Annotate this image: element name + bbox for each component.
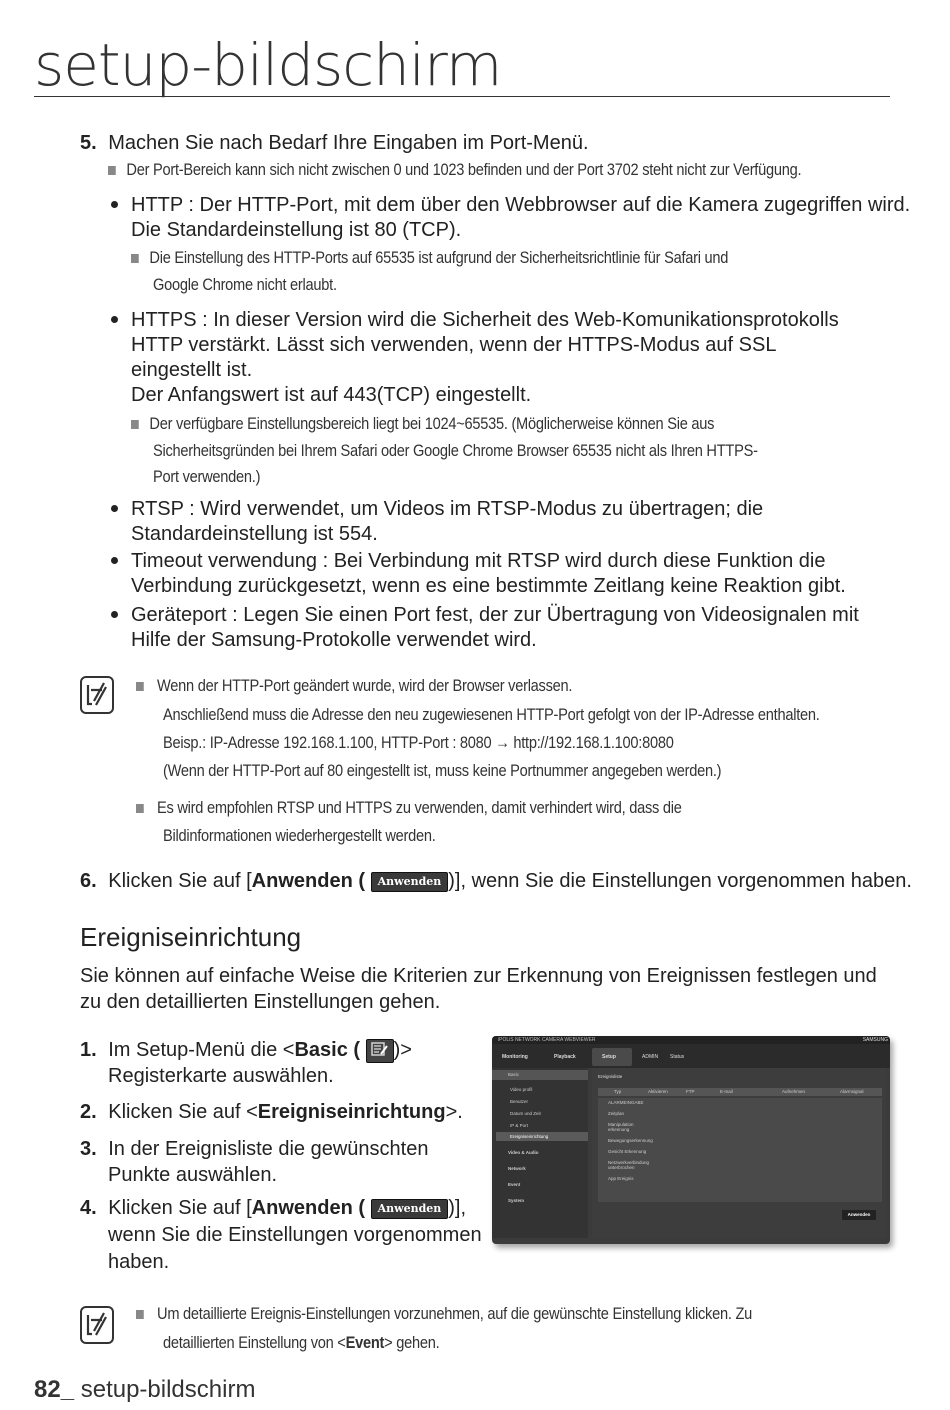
bullet-icon: [111, 611, 118, 618]
deviceport-line1: Geräteport : Legen Sie einen Port fest, der zur Übertragung von Videosignalen mit: [131, 604, 859, 626]
status-link[interactable]: Status: [670, 1054, 685, 1060]
tab-monitoring[interactable]: Monitoring: [502, 1054, 528, 1060]
note-square-icon: [136, 1310, 144, 1319]
http-line2: Die Standardeinstellung ist 80 (TCP).: [131, 219, 462, 241]
http-note-2: Google Chrome nicht erlaubt.: [153, 275, 337, 294]
memo1-line4: (Wenn der HTTP-Port auf 80 eingestellt ist, muss keine Portnummer angegeben werden.): [163, 761, 722, 780]
step-3-line2: Punkte auswählen.: [108, 1164, 278, 1186]
section-intro-1: Sie können auf einfache Weise die Kriterien zur Erkennung von Ereignissen festlegen und: [80, 965, 877, 987]
step-2: 2. Klicken Sie auf <Ereigniseinrichtung>.: [80, 1101, 463, 1123]
section-title: Ereigniseinrichtung: [80, 922, 302, 952]
apply-button[interactable]: Anwenden: [842, 1210, 876, 1220]
step-4: 4. Klicken Sie auf [Anwenden ( Anwenden )],: [80, 1197, 467, 1219]
step-4-line2: wenn Sie die Einstellungen vorgenommen: [108, 1224, 482, 1246]
page-footer: 82_ setup-bildschirm: [34, 1376, 256, 1403]
note-square-icon: [108, 166, 116, 175]
step-1-line2: Registerkarte auswählen.: [108, 1065, 334, 1087]
rtsp-line2: Standardeinstellung ist 554.: [131, 523, 378, 545]
bullet-icon: [111, 505, 118, 512]
https-line2: HTTP verstärkt. Lässt sich verwenden, wenn der HTTPS-Modus auf SSL: [131, 334, 777, 356]
https-line1: HTTPS : In dieser Version wird die Sicherheit des Web-Komunikationsprotokolls: [131, 309, 839, 331]
step-text: Machen Sie nach Bedarf Ihre Eingaben im Port-Menü.: [108, 132, 589, 154]
note-square-icon: [136, 804, 144, 813]
memo2-line1: Um detaillierte Ereignis-Einstellungen vorzunehmen, auf die gewünschte Einstellung klicken. Zu: [136, 1300, 752, 1327]
webviewer-topbar: iPOLiS NETWORK CAMERA WEBVIEWER SAMSUNG: [492, 1036, 890, 1044]
event-panel: Ereignisliste Typ Aktivieren FTP E-mail Aufnehmen Alarmsignal ALARMEINGABE Zeitplan Manipulation erkennung Bewegungserkennung Gesicht Erkennung Netzwerkverbindung unterbrochen App Ereignis Anwenden: [592, 1068, 886, 1238]
note-square-icon: [131, 420, 139, 429]
https-note-3: Port verwenden.): [153, 467, 261, 486]
bullet-icon: [111, 201, 118, 208]
deviceport-line2: Hilfe der Samsung-Protokolle verwendet wird.: [131, 629, 537, 651]
https-note: Der verfügbare Einstellungsbereich liegt bei 1024~65535. (Möglicherweise können Sie aus: [131, 410, 714, 437]
apply-button-image: Anwenden: [371, 872, 449, 892]
note-square-icon: [131, 254, 139, 263]
https-line3: eingestellt ist.: [131, 359, 253, 381]
user-label: ADMIN: [642, 1054, 659, 1060]
webviewer-screenshot: [492, 1036, 890, 1244]
step-3: 3. In der Ereignisliste die gewünschten: [80, 1138, 429, 1160]
basic-icon: [366, 1039, 394, 1063]
step-1: 1. Im Setup-Menü die <Basic ( )>: [80, 1039, 412, 1061]
note-square-icon: [136, 682, 144, 691]
note-port-range: Der Port-Bereich kann sich nicht zwischen 0 und 1023 befinden und der Port 3702 steht nicht zur Verfügung.: [108, 156, 801, 183]
http-line1: HTTP : Der HTTP-Port, mit dem über den Webbrowser auf die Kamera zugegriffen wird.: [131, 194, 911, 216]
tab-setup[interactable]: Setup: [602, 1054, 616, 1060]
memo1-line1: Wenn der HTTP-Port geändert wurde, wird der Browser verlassen.: [136, 672, 572, 699]
step-number: 5.: [80, 132, 97, 154]
page-number: 82_: [34, 1376, 75, 1403]
tab-playback[interactable]: Playback: [554, 1054, 576, 1060]
section-intro-2: zu den detaillierten Einstellungen gehen.: [80, 991, 441, 1013]
memo-icon: [80, 676, 114, 714]
memo2-line2: detaillierten Einstellung von <Event> gehen.: [163, 1333, 440, 1352]
memo1-line2: Anschließend muss die Adresse den neu zugewiesenen HTTP-Port gefolgt von der IP-Adresse enthalten.: [163, 705, 820, 724]
page-title: setup-bildschirm: [34, 31, 502, 99]
memo1-line5: Es wird empfohlen RTSP und HTTPS zu verwenden, damit verhindert wird, dass die: [136, 794, 682, 821]
webviewer-tabbar: [492, 1044, 890, 1068]
bullet-icon: [111, 557, 118, 564]
step-4-line3: haben.: [108, 1251, 170, 1273]
title-divider: [34, 96, 890, 97]
bullet-icon: [111, 316, 118, 323]
step-5: [80, 131, 589, 156]
timeout-line1: Timeout verwendung : Bei Verbindung mit RTSP wird durch diese Funktion die: [131, 550, 826, 572]
https-line4: Der Anfangswert ist auf 443(TCP) eingestellt.: [131, 384, 532, 406]
memo-icon: [80, 1306, 114, 1344]
timeout-line2: Verbindung zurückgesetzt, wenn es eine bestimmte Zeitlang keine Reaktion gibt.: [131, 575, 846, 597]
step-6: 6. Klicken Sie auf [Anwenden ( Anwenden )], wenn Sie die Einstellungen vorgenommen haben.: [80, 870, 912, 892]
rtsp-line1: RTSP : Wird verwendet, um Videos im RTSP-Modus zu übertragen; die: [131, 498, 764, 520]
apply-button-image: Anwenden: [371, 1199, 449, 1219]
setup-menu: Basic Video profil Benutzer Datum und Zeit IP & Port Ereigniseinrichtung Video & Audio Network Event System: [492, 1068, 588, 1238]
http-note: Die Einstellung des HTTP-Ports auf 65535 ist aufgrund der Sicherheitsrichtlinie für Safari und: [131, 244, 728, 271]
memo1-line3: Beisp.: IP-Adresse 192.168.1.100, HTTP-Port : 8080 → http://192.168.1.100:8080: [163, 733, 674, 752]
memo1-line6: Bildinformationen wiederhergestellt werden.: [163, 826, 436, 845]
https-note-2: Sicherheitsgründen bei Ihrem Safari oder Google Chrome Browser 65535 nicht als Ihren HTTPS-: [153, 441, 758, 460]
